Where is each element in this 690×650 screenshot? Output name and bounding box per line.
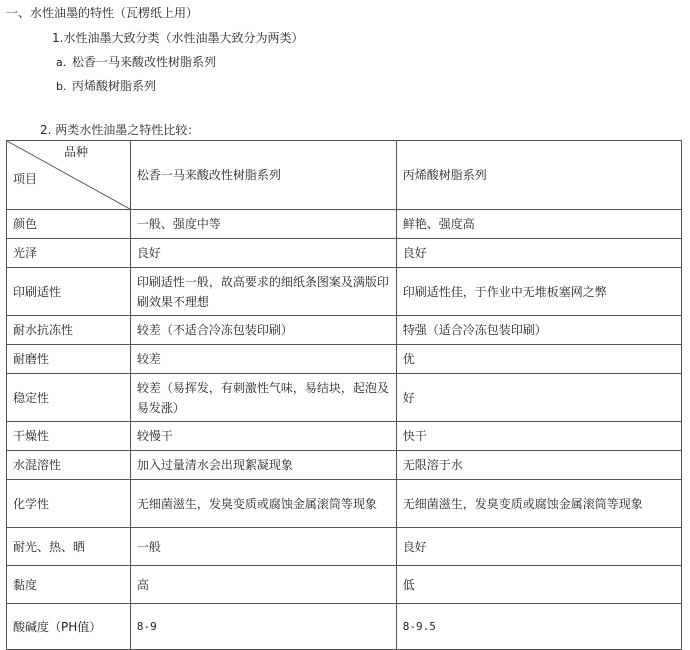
section-heading: 一、水性油墨的特性（瓦楞纸上用） [6,6,199,20]
row-item: 颜色 [7,210,131,239]
row-item: 耐水抗冻性 [7,316,131,345]
row-value-acrylic: 印刷适性佳，于作业中无堆板塞网之弊 [396,268,681,316]
table-row [7,566,682,604]
row-value-rosin: 较差（不适合冷冻包装印刷） [130,316,396,345]
table-row [7,268,682,316]
subsection-comparison: 2. 两类水性油墨之特性比较： [40,123,200,137]
category-text: 丙烯酸树脂系列 [72,79,157,93]
row-item: 水混溶性 [7,451,131,480]
row-value-acrylic: 优 [396,345,681,374]
category-marker: a. [56,56,67,69]
row-value-rosin: 一般、强度中等 [130,210,396,239]
column-header-acrylic: 丙烯酸树脂系列 [396,141,681,210]
row-value-acrylic: 良好 [396,528,681,566]
row-value-rosin: 较慢干 [130,422,396,451]
table-row [7,345,682,374]
row-value-rosin: 一般 [130,528,396,566]
table-row [7,480,682,528]
row-value-acrylic: 良好 [396,239,681,268]
row-value-rosin: 印刷适性一般，故高要求的细纸条图案及满版印刷效果不理想 [130,268,396,316]
row-item: 耐磨性 [7,345,131,374]
row-value-rosin: 加入过量清水会出现絮凝现象 [130,451,396,480]
row-value-acrylic: 好 [396,374,681,422]
comparison-table [6,140,682,650]
category-marker: b. [56,80,67,93]
category-item-a [56,54,216,71]
table-row [7,239,682,268]
row-value-acrylic: 特强（适合冷冻包装印刷） [396,316,681,345]
row-value-acrylic: 无限溶于水 [396,451,681,480]
row-item: 酸碱度（PH值） [7,604,131,650]
row-value-rosin: 无细菌滋生，发臭变质或腐蚀金属滚筒等现象 [130,480,396,528]
row-value-rosin: 高 [130,566,396,604]
corner-label-item: 项目 [13,172,38,186]
table-row [7,451,682,480]
table-row [7,422,682,451]
table-header-row [7,141,682,210]
row-value-acrylic: 快干 [396,422,681,451]
table-row [7,604,682,650]
row-value-acrylic: 无细菌滋生，发臭变质或腐蚀金属滚筒等现象 [396,480,681,528]
row-item: 光泽 [7,239,131,268]
category-item-b [56,78,156,95]
row-value-rosin: 较差 [130,345,396,374]
corner-label-variety: 品种 [64,145,89,159]
row-value-rosin: 良好 [130,239,396,268]
row-item: 印刷适性 [7,268,131,316]
row-item: 化学性 [7,480,131,528]
row-value-rosin: 8-9 [130,604,396,650]
column-header-rosin: 松香一马来酸改性树脂系列 [130,141,396,210]
row-value-acrylic: 8-9.5 [396,604,681,650]
table-row [7,374,682,422]
subsection-classification: 1.水性油墨大致分类（水性油墨大致分为两类） [52,31,304,45]
row-item: 干燥性 [7,422,131,451]
category-text: 松香一马来酸改性树脂系列 [72,55,217,69]
row-item: 耐光、热、晒 [7,528,131,566]
row-value-acrylic: 鲜艳、强度高 [396,210,681,239]
corner-header-cell [7,141,131,210]
row-value-acrylic: 低 [396,566,681,604]
table-row [7,210,682,239]
row-item: 稳定性 [7,374,131,422]
table-row [7,528,682,566]
row-value-rosin: 较差（易挥发，有刺激性气味，易结块，起泡及易发涨） [130,374,396,422]
table-row [7,316,682,345]
row-item: 黏度 [7,566,131,604]
